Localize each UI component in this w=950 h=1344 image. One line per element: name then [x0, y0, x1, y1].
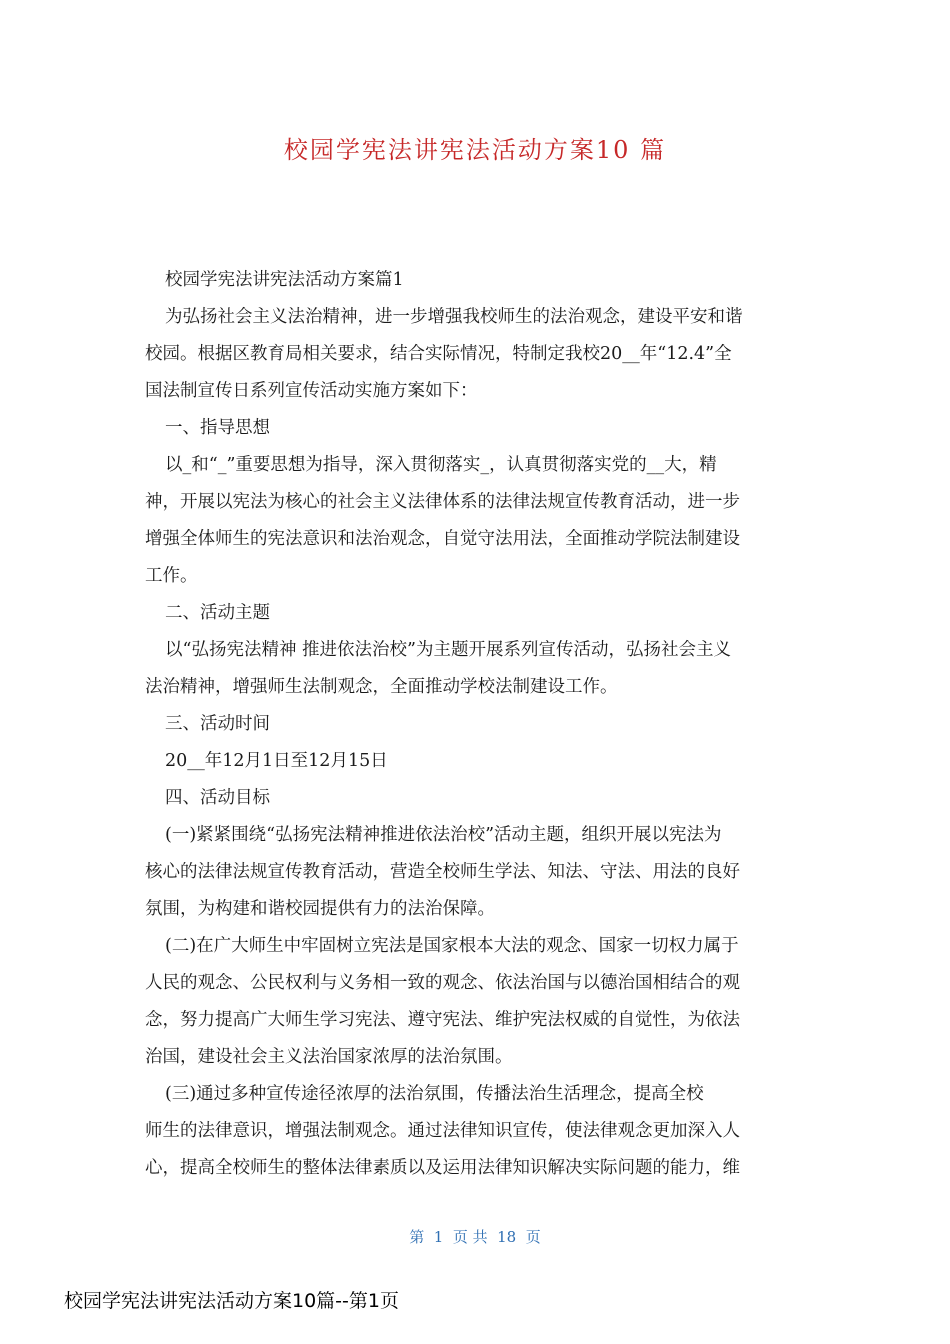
text-line: 人民的观念、公民权利与义务相一致的观念、依法治国与以德治国相结合的观 — [145, 973, 740, 993]
text-line: (二)在广大师生中牢固树立宪法是国家根本大法的观念、国家一切权力属于 — [165, 936, 739, 956]
text-line: 工作。 — [145, 566, 198, 586]
text-line: 增强全体师生的宪法意识和法治观念，自觉守法用法，全面推动学院法制建设 — [145, 529, 740, 549]
page-caption: 校园学宪法讲宪法活动方案10篇--第1页 — [64, 1290, 399, 1312]
text-line: 四、活动目标 — [165, 788, 270, 808]
text-line: 二、活动主题 — [165, 603, 270, 623]
text-line: 20__年12月1日至12月15日 — [165, 751, 388, 771]
page-footer: 第 1 页 共 18 页 — [409, 1228, 541, 1246]
text-line: 神，开展以宪法为核心的社会主义法律体系的法律法规宣传教育活动，进一步 — [145, 492, 740, 512]
text-line: 校园学宪法讲宪法活动方案篇1 — [165, 270, 404, 290]
text-line: 治国，建设社会主义法治国家浓厚的法治氛围。 — [145, 1047, 513, 1067]
text-line: 念，努力提高广大师生学习宪法、遵守宪法、维护宪法权威的自觉性，为依法 — [145, 1010, 740, 1030]
text-line: 心，提高全校师生的整体法律素质以及运用法律知识解决实际问题的能力，维 — [145, 1158, 740, 1178]
text-line: 以“弘扬宪法精神 推进依法治校”为主题开展系列宣传活动，弘扬社会主义 — [165, 640, 731, 660]
text-line: 校园。根据区教育局相关要求，结合实际情况，特制定我校20__年“12.4”全 — [145, 344, 732, 364]
text-line: 为弘扬社会主义法治精神，进一步增强我校师生的法治观念，建设平安和谐 — [165, 307, 743, 327]
text-line: 核心的法律法规宣传教育活动，营造全校师生学法、知法、守法、用法的良好 — [145, 862, 740, 882]
document-title: 校园学宪法讲宪法活动方案10 篇 — [283, 136, 667, 164]
document-body — [145, 262, 810, 1187]
text-line: (三)通过多种宣传途径浓厚的法治氛围，传播法治生活理念，提高全校 — [165, 1084, 704, 1104]
text-line: 国法制宣传日系列宣传活动实施方案如下： — [145, 381, 478, 401]
text-line: 三、活动时间 — [165, 714, 270, 734]
text-line: 以_和“_”重要思想为指导，深入贯彻落实_，认真贯彻落实党的__大，精 — [165, 455, 717, 475]
text-line: 法治精神，增强师生法制观念，全面推动学校法制建设工作。 — [145, 677, 618, 697]
text-line: (一)紧紧围绕“弘扬宪法精神推进依法治校”活动主题，组织开展以宪法为 — [165, 825, 722, 845]
text-line: 师生的法律意识，增强法制观念。通过法律知识宣传，使法律观念更加深入人 — [145, 1121, 740, 1141]
text-line: 一、指导思想 — [165, 418, 270, 438]
text-line: 氛围，为构建和谐校园提供有力的法治保障。 — [145, 899, 495, 919]
